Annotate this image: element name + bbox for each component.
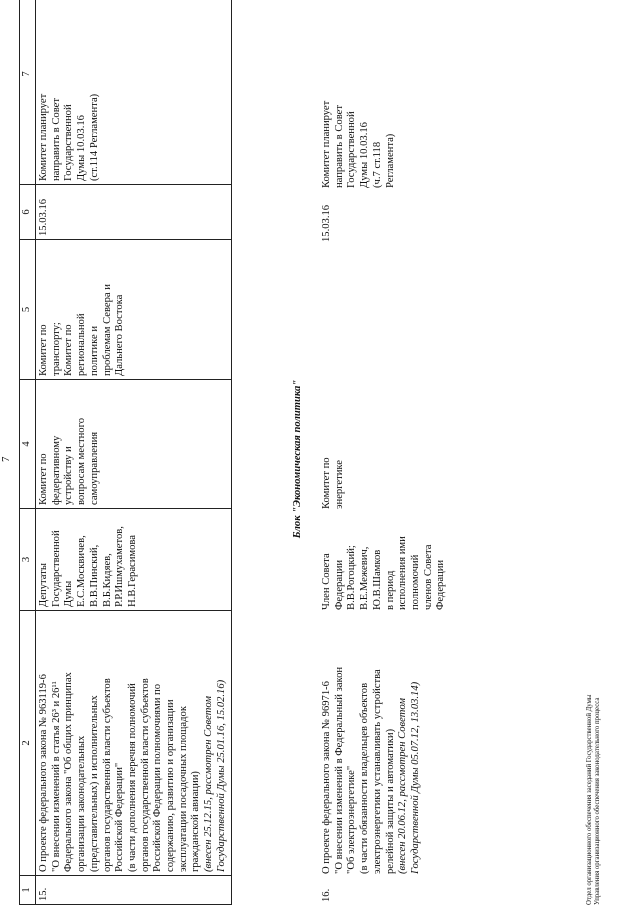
bill-initiator: Член Совета Федерации В.В.Рогоцкий; В.Е.Межевич, Ю.В.Шамков в период исполнения ими полномочий членов Совета Федерации [321, 536, 447, 610]
responsible-committee: Комитет по энергетике [321, 457, 345, 509]
header-cell-3: 3 [20, 509, 36, 611]
bill-description [319, 613, 450, 877]
table-row [36, 0, 232, 905]
co-executor-committees: Комитет по транспорту; Комитет по региональной политике и проблемам Севера и Дальнего Востока [36, 240, 232, 380]
header-cell-6: 6 [20, 185, 36, 240]
committee-plan: Комитет планирует направить в Совет Государственной Думы 10.03.16 (ч.7 ст.118 Регламента) [321, 100, 396, 188]
row-number: 16. [321, 888, 332, 902]
section-title: Блок "Экономическая политика" [292, 379, 303, 539]
footer-line-1: Отдел организационного обеспечения заседаний Государственной Думы [586, 694, 593, 905]
footer [586, 585, 603, 905]
header-cell-2: 2 [20, 611, 36, 876]
bill-initiator: Депутаты Государственной Думы Е.С.Москвичев, В.В.Пинский, В.Б.Кидяев, Р.Р.Ишмухаметов, Н.В.Герасимова [36, 509, 232, 611]
bill-title: О проекте федерального закона № 96971-6 "О внесении изменений в Федеральный закон "Об электроэнергетике" (в части обязанности владельцев объектов электроэнергетики устанавливать устройства релейной защиты и автоматики) [321, 666, 396, 874]
co-executor-committees [319, 245, 450, 384]
bill-title: О проекте федерального закона № 963119-6 "О внесении изменений в статья 26³ и 26¹¹ Федерального закона "Об общих принципах организации законодательных (представительных) и исполнительных органов государственной власти субъектов Российской Федерации" (в части дополнения перечня полномочий органов государственной власти субъектов Российской Федерации полномочиями по содержанию, развитию и организации эксплуатации посадочных площадок гражданской авиации) [38, 672, 202, 872]
header-cell-5: 5 [20, 240, 36, 380]
review-date: 15.03.16 [36, 185, 232, 240]
agenda-table-continued [319, 0, 450, 905]
agenda-table [19, 0, 232, 905]
row-number: 15. [36, 876, 232, 905]
header-cell-7: 7 [20, 0, 36, 185]
committee-plan: Комитет планирует направить в Совет Государственной Думы 10.03.16 (ст.114 Регламента) [36, 0, 232, 185]
page-number: 7 [0, 456, 12, 462]
header-cell-4: 4 [20, 380, 36, 509]
footer-line-2: Управления организационного обеспечения законодательного процесса [594, 697, 602, 905]
bill-description [36, 611, 232, 876]
bill-note: (внесен 20.06.12, рассмотрен Советом Государственной Думы 05.07.12, 13.03.14) [397, 681, 421, 874]
header-row [20, 0, 36, 905]
header-cell-1: 1 [20, 876, 36, 905]
responsible-committee: Комитет по федеративному устройству и вопросам местного самоуправления [36, 380, 232, 509]
review-date: 15.03.16 [321, 204, 332, 242]
table-row [319, 0, 450, 905]
bill-note: (внесен 25.12.15, рассмотрен Советом Государственной Думы 25.01.16, 15.02.16) [203, 679, 227, 872]
